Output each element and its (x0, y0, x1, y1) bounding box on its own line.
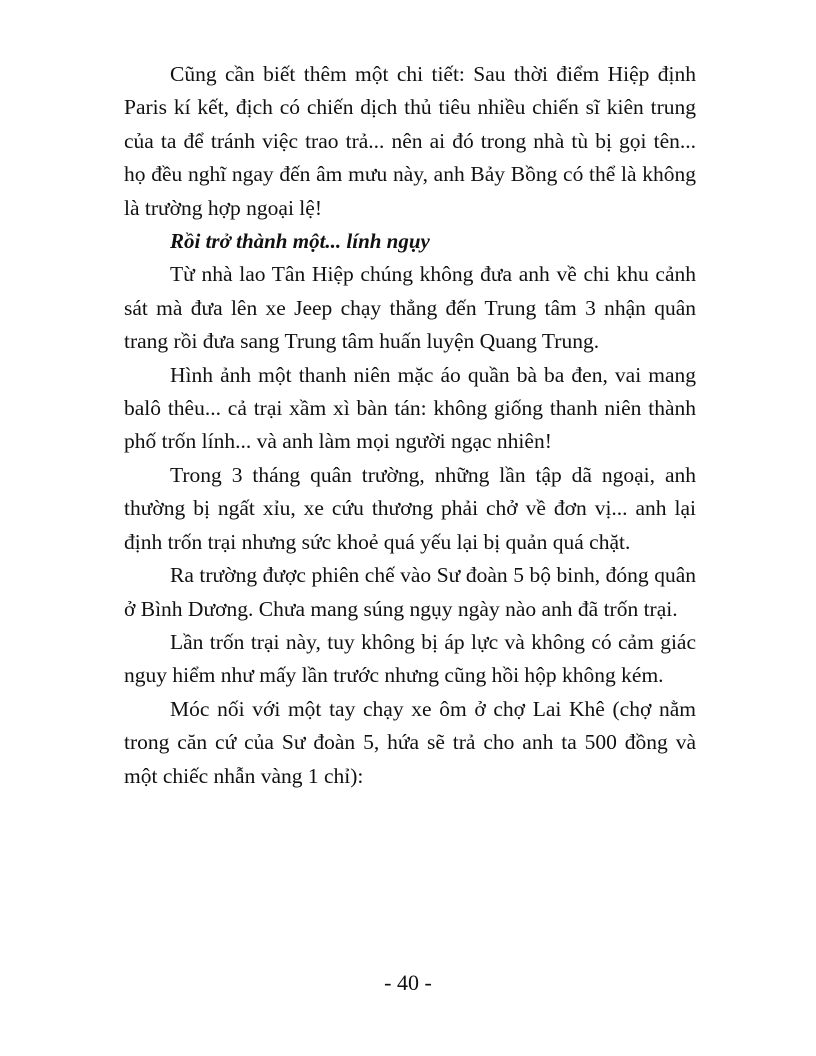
paragraph-1: Cũng cần biết thêm một chi tiết: Sau thời điểm Hiệp định Paris kí kết, địch có chiến dịch thủ tiêu nhiều chiến sĩ kiên trung của ta để tránh việc trao trả... nên ai đó trong nhà tù bị gọi tên... họ đều nghĩ ngay đến âm mưu này, anh Bảy Bồng có thể là không là trường hợp ngoại lệ! (124, 62, 696, 220)
section-heading: Rồi trở thành một... lính ngụy (170, 229, 430, 254)
body-text (124, 58, 696, 793)
paragraph-6: Lần trốn trại này, tuy không bị áp lực và không có cảm giác nguy hiểm như mấy lần trước nhưng cũng hồi hộp không kém. (124, 629, 696, 688)
paragraph-4: Trong 3 tháng quân trường, những lần tập dã ngoại, anh thường bị ngất xỉu, xe cứu thương phải chở về đơn vị... anh lại định trốn trại nhưng sức khoẻ quá yếu lại bị quản quá chặt. (124, 462, 696, 554)
paragraph-2: Từ nhà lao Tân Hiệp chúng không đưa anh về chi khu cảnh sát mà đưa lên xe Jeep chạy thẳng đến Trung tâm 3 nhận quân trang rồi đưa sang Trung tâm huấn luyện Quang Trung. (124, 262, 696, 354)
page-number: - 40 - (384, 970, 432, 995)
paragraph-7: Móc nối với một tay chạy xe ôm ở chợ Lai Khê (chợ nằm trong căn cứ của Sư đoàn 5, hứa sẽ trả cho anh ta 500 đồng và một chiếc nhẫn vàng 1 chỉ): (124, 696, 696, 788)
paragraph-3: Hình ảnh một thanh niên mặc áo quần bà ba đen, vai mang balô thêu... cả trại xầm xì bàn tán: không giống thanh niên thành phố trốn lính... và anh làm mọi người ngạc nhiên! (124, 362, 696, 454)
paragraph-5: Ra trường được phiên chế vào Sư đoàn 5 bộ binh, đóng quân ở Bình Dương. Chưa mang súng ngụy ngày nào anh đã trốn trại. (124, 563, 696, 621)
